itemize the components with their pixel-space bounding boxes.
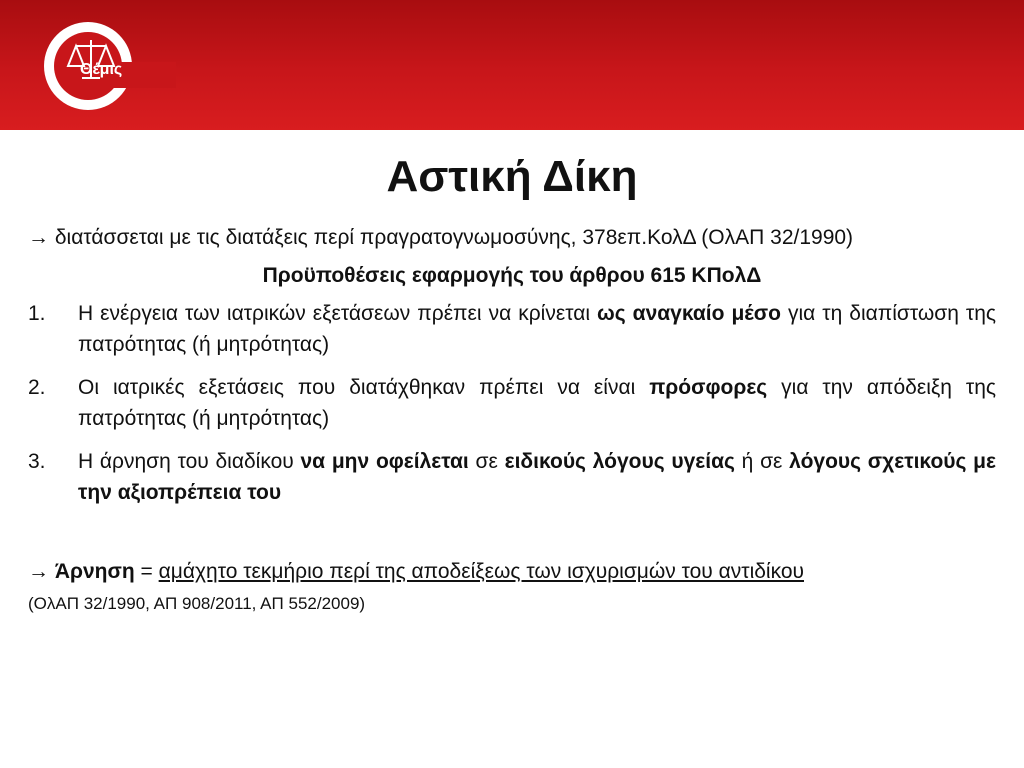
condition-emphasis: να μην οφείλεται	[300, 450, 469, 473]
list-item	[28, 298, 996, 360]
condition-text: Η άρνηση του διαδίκου	[78, 450, 301, 473]
arrow-icon: →	[28, 560, 55, 583]
condition-text: Οι ιατρικές εξετάσεις που διατάχθηκαν πρέπει να είναι	[78, 376, 650, 399]
slide-body	[28, 222, 996, 617]
refusal-definition: αμάχητο τεκμήριο περί της αποδείξεως των ισχυρισμών του αντιδίκου	[158, 560, 804, 583]
page-title: Αστική Δίκη	[386, 152, 638, 201]
logo-text: Θέμις	[80, 61, 123, 78]
condition-emphasis: λόγους σχετικούς με την αξιοπρέπεια του	[78, 450, 996, 504]
condition-text: Η ενέργεια των ιατρικών εξετάσεων πρέπει να κρίνεται	[78, 302, 598, 325]
list-item	[28, 372, 996, 434]
header-banner	[0, 0, 1024, 130]
condition-text: ή σε	[734, 450, 790, 473]
condition-emphasis: πρόσφορες	[649, 376, 768, 399]
list-number: 3.	[28, 450, 46, 473]
condition-emphasis: ειδικούς λόγους υγείας	[504, 450, 735, 473]
intro-paragraph	[28, 222, 996, 253]
intro-text: διατάσσεται με τις διατάξεις περί πραγρατογνωμοσύνης, 378επ.ΚολΔ (ΟλΑΠ 32/1990)	[54, 226, 854, 249]
refusal-paragraph	[28, 556, 996, 587]
citation: (ΟλΑΠ 32/1990, ΑΠ 908/2011, ΑΠ 552/2009)	[28, 594, 366, 613]
arrow-icon: →	[28, 226, 49, 249]
condition-text: σε	[468, 450, 505, 473]
spacer	[28, 520, 996, 556]
list-number: 1.	[28, 302, 46, 325]
list-number: 2.	[28, 376, 46, 399]
conditions-heading: Προϋποθέσεις εφαρμογής του άρθρου 615 ΚΠολΔ	[262, 264, 762, 287]
refusal-term: Άρνηση	[54, 560, 135, 583]
condition-emphasis: ως αναγκαίο μέσο	[597, 302, 781, 325]
list-item	[28, 446, 996, 508]
equals-sign: =	[134, 560, 159, 583]
condition-text: για την απόδειξη της πατρότητας (ή μητρότητας)	[78, 376, 996, 430]
condition-text: για τη διαπίστωση της πατρότητας (ή μητρότητας)	[78, 302, 997, 356]
conditions-list	[28, 298, 996, 508]
